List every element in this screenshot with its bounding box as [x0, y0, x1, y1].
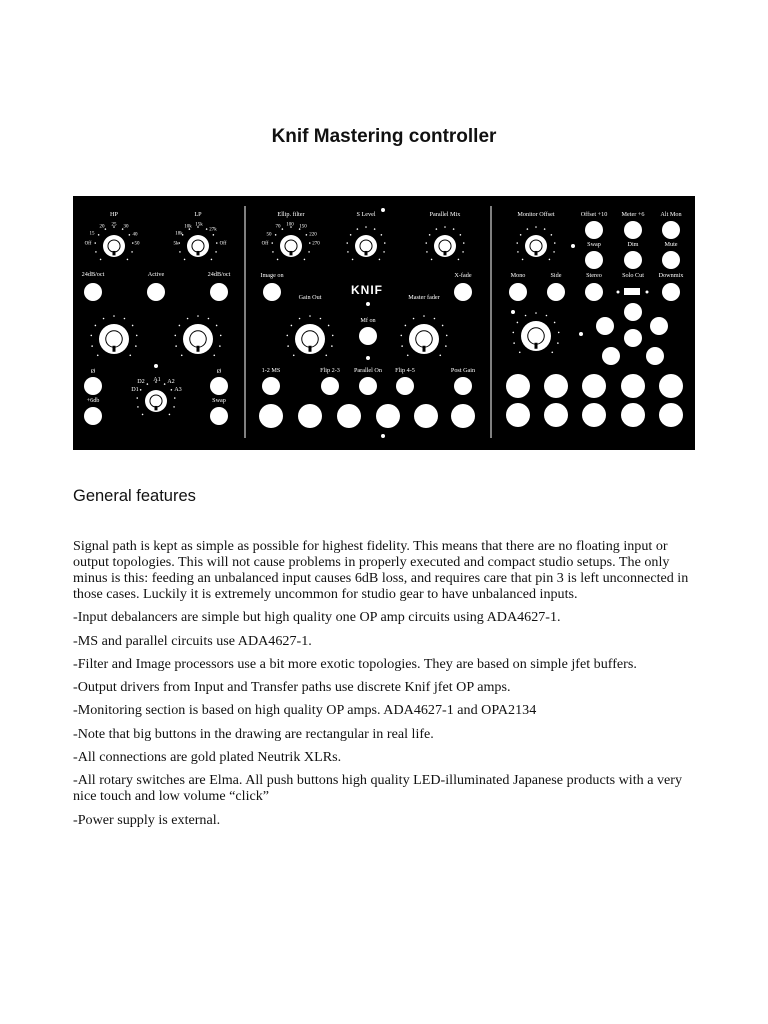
input-gain-left-knob-tick: [95, 325, 97, 327]
indicator-dot: [366, 302, 370, 306]
lp-knob-tick: [178, 242, 180, 244]
downmix-button: [662, 283, 680, 301]
input-gain-left-knob-tick: [97, 354, 99, 356]
monitor-level-knob-tick: [517, 322, 519, 324]
monitor-offset-knob-pointer: [535, 251, 538, 255]
monitor-offset-knob-tick: [544, 228, 546, 230]
input-gain-right-knob-tick: [219, 345, 221, 347]
slevel-knob-tick: [383, 251, 385, 253]
lp-scale-4: 27k: [209, 227, 217, 233]
ellip-filter-knob-tick: [304, 259, 306, 261]
input-gain-left-knob-pointer: [113, 346, 116, 352]
parallel-mix-knob-pointer: [444, 251, 447, 255]
lp-knob-tick: [206, 228, 208, 230]
ellip-filter-knob-pointer: [290, 251, 293, 255]
phase-left-button: [84, 377, 102, 395]
input-gain-left-knob-cap: [106, 331, 123, 348]
ellip-filter-knob-tick: [271, 242, 273, 244]
d1-label: D1: [131, 386, 139, 393]
hp-knob-tick: [131, 251, 133, 253]
ellip-scale-4: 150: [299, 224, 307, 230]
hp-knob-tick: [94, 242, 96, 244]
mute-label: Mute: [664, 241, 678, 248]
monitor-offset-knob-tick: [554, 242, 556, 244]
monitor-offset-knob-cap: [530, 240, 542, 252]
dim-label: Dim: [627, 241, 639, 248]
hp-scale-2: 20: [99, 224, 105, 230]
master-fader-knob-tick: [434, 318, 436, 320]
xlr-button-3: [376, 404, 400, 428]
gain-out-knob-tick: [299, 318, 301, 320]
alt-mon-label: Alt Mon: [660, 211, 682, 218]
master-fader-knob-tick: [446, 335, 448, 337]
input-gain-right-knob-tick: [181, 354, 183, 356]
gain-out-knob-tick: [332, 335, 334, 337]
gain-out-knob-tick: [286, 335, 288, 337]
ms-1-2-button: [262, 377, 280, 395]
master-fader-knob-tick: [439, 354, 441, 356]
parallel-mix-knob-tick: [462, 251, 464, 253]
hp-knob-tick: [132, 242, 134, 244]
ellip-filter-knob-tick: [282, 228, 284, 230]
flip-4-5-button: [396, 377, 414, 395]
paragraph: -MS and parallel circuits use ADA4627-1.: [73, 632, 312, 649]
monitor-level-knob-tick: [551, 351, 553, 353]
speaker-button: [624, 329, 642, 347]
input-gain-left-knob-tick: [135, 345, 137, 347]
slevel-knob-tick: [374, 228, 376, 230]
slevel-knob-tick: [357, 228, 359, 230]
a1-label: A1: [153, 376, 161, 383]
input-gain-right-knob-tick: [220, 335, 222, 337]
feature-list: [73, 538, 701, 835]
input-gain-right-knob-tick: [197, 315, 199, 317]
ellip-filter-knob-tick: [306, 234, 308, 236]
post-gain-label: Post Gain: [450, 367, 476, 374]
hp-knob-tick: [105, 228, 107, 230]
parallel-mix-knob-tick: [429, 234, 431, 236]
paragraph: -All rotary switches are Elma. All push buttons high quality LED-illuminated Japanese products with a very nice touch and low volume “click”: [73, 772, 683, 805]
monitor-level-knob-tick: [546, 315, 548, 317]
a2-label: A2: [167, 378, 175, 385]
lp-scale-2: 10k: [184, 224, 192, 230]
monitor-offset-knob-tick: [516, 242, 518, 244]
a3-label: A3: [174, 386, 182, 393]
xlr-button-0: [259, 404, 283, 428]
monitor-big-button-1: [544, 374, 568, 398]
monitor-level-knob-pointer: [535, 343, 538, 349]
input-select-knob-tick: [142, 414, 144, 416]
side-label: Side: [550, 272, 562, 279]
meter-6-label: Meter +6: [621, 211, 645, 218]
paragraph: -Filter and Image processors use a bit more exotic topologies. They are based on simple jfet buffers.: [73, 655, 637, 672]
flip-2-3-button: [321, 377, 339, 395]
plus-6db-button: [84, 407, 102, 425]
flip-2-3-label: Flip 2-3: [320, 367, 340, 374]
phase-right-label: Ø: [216, 368, 222, 375]
gain-out-knob-pointer: [309, 346, 312, 352]
slevel-knob-tick: [347, 251, 349, 253]
monitor-offset-label: Monitor Offset: [517, 211, 555, 218]
parallel-mix-knob-tick: [460, 234, 462, 236]
monitor-level-knob-tick: [557, 342, 559, 344]
slevel-knob-tick: [381, 234, 383, 236]
brand-logo: KNIF: [351, 283, 383, 297]
monitor-level-knob-tick: [519, 351, 521, 353]
input-select-knob-tick: [171, 389, 173, 391]
monitor-big-button-8: [621, 403, 645, 427]
slevel-knob-tick: [379, 259, 381, 261]
lp-knob-tick: [215, 251, 217, 253]
monitor-offset-knob-tick: [553, 251, 555, 253]
slevel-knob-pointer: [365, 251, 368, 255]
lp-label: LP: [194, 211, 202, 218]
post-gain-button: [454, 377, 472, 395]
lp-scale-0: 5k: [173, 241, 179, 247]
mono-button: [509, 283, 527, 301]
parallel-mix-knob-tick: [453, 228, 455, 230]
speaker-button: [602, 347, 620, 365]
controller-panel-drawing: [73, 196, 695, 450]
panel-graphics: [73, 196, 695, 450]
paragraph: -Note that big buttons in the drawing are rectangular in real life.: [73, 725, 434, 742]
paragraph: -Power supply is external.: [73, 811, 221, 828]
input-gain-left-knob-tick: [132, 325, 134, 327]
slevel-knob-cap: [360, 240, 372, 252]
hp-knob-tick: [129, 234, 131, 236]
mute-button: [662, 251, 680, 269]
lp-knob-tick: [211, 259, 213, 261]
input-gain-left-knob-tick: [90, 335, 92, 337]
master-fader-knob-tick: [401, 345, 403, 347]
ellip-scale-0: Off: [261, 241, 269, 247]
hp-scale-6: 50: [134, 241, 140, 247]
input-gain-left-knob-tick: [129, 354, 131, 356]
indicator-dot: [511, 310, 515, 314]
hp-scale-5: 40: [132, 232, 138, 238]
ellip-scale-1: 50: [266, 232, 272, 238]
gain-out-knob-tick: [293, 354, 295, 356]
input-gain-right-knob-tick: [187, 318, 189, 320]
gain-out-knob-tick: [320, 318, 322, 320]
monitor-level-knob-cap: [528, 328, 545, 345]
ellip-filter-knob-tick: [309, 242, 311, 244]
gain-out-knob-tick: [325, 354, 327, 356]
slevel-knob-tick: [365, 226, 367, 228]
ellip-filter-knob-tick: [277, 259, 279, 261]
input-select-knob-tick: [174, 397, 176, 399]
speaker-button: [650, 317, 668, 335]
monitor-big-button-4: [659, 374, 683, 398]
slevel-knob-tick: [350, 234, 352, 236]
offset-10-button: [585, 221, 603, 239]
indicator-dot: [579, 332, 583, 336]
paragraph: -Input debalancers are simple but high quality one OP amp circuits using ADA4627-1.: [73, 609, 561, 626]
monitor-offset-knob-tick: [520, 234, 522, 236]
gain-out-knob-tick: [287, 345, 289, 347]
ellip-scale-3: 100: [286, 222, 294, 228]
parallel-mix-knob-tick: [444, 226, 446, 228]
lp-knob-tick: [184, 259, 186, 261]
monitor-big-button-5: [506, 403, 530, 427]
parallel-mix-knob-tick: [426, 251, 428, 253]
xlr-button-5: [451, 404, 475, 428]
lp-knob-pointer: [197, 251, 200, 255]
indicator-dot: [571, 244, 575, 248]
gain-out-knob-tick: [331, 345, 333, 347]
mf-on-button: [359, 327, 377, 345]
monitor-big-button-2: [582, 374, 606, 398]
hp-label: HP: [110, 211, 118, 218]
image-on-label: Image on: [260, 272, 284, 279]
lp-knob-tick: [216, 242, 218, 244]
swap-top-label: Swap: [587, 241, 601, 248]
master-fader-knob-tick: [400, 335, 402, 337]
lp-scale-1: 18k: [175, 231, 183, 237]
side-button: [547, 283, 565, 301]
parallel-mix-knob-tick: [425, 242, 427, 244]
hp-scale-0: Off: [84, 241, 92, 247]
indicator-dot: [617, 291, 620, 294]
master-fader-label: Master fader: [408, 294, 440, 301]
mono-label: Mono: [510, 272, 526, 279]
gain-out-knob-tick: [328, 325, 330, 327]
hp-knob-tick: [127, 259, 129, 261]
solo-cut-label: Solo Cut: [622, 272, 644, 279]
active-button: [147, 283, 165, 301]
gain-out-knob-tick: [291, 325, 293, 327]
input-select-knob-tick: [140, 389, 142, 391]
master-fader-knob-tick: [413, 318, 415, 320]
ellip-filter-knob-tick: [308, 251, 310, 253]
input-select-knob-tick: [137, 406, 139, 408]
lp-scale-3: 15k: [195, 222, 203, 228]
input-gain-right-knob-tick: [175, 345, 177, 347]
hp-knob-tick: [100, 259, 102, 261]
active-label: Active: [147, 271, 165, 278]
dim-button: [624, 251, 642, 269]
xlr-button-4: [414, 404, 438, 428]
ms-1-2-label: 1-2 MS: [261, 367, 281, 374]
indicator-dot: [154, 364, 158, 368]
lp-knob-tick: [213, 234, 215, 236]
hp-scale-1: 15: [89, 231, 95, 237]
input-gain-left-knob-tick: [124, 318, 126, 320]
speaker-button: [596, 317, 614, 335]
input-gain-right-knob-tick: [208, 318, 210, 320]
section-heading: General features: [73, 487, 196, 505]
slevel-knob-tick: [346, 242, 348, 244]
master-fader-knob-cap: [416, 331, 433, 348]
parallel-mix-label: Parallel Mix: [429, 211, 461, 218]
input-gain-left-knob-tick: [91, 345, 93, 347]
paragraph: -Output drivers from Input and Transfer paths use discrete Knif jfet OP amps.: [73, 679, 511, 696]
x-fade-button: [454, 283, 472, 301]
ellip-filter-knob-tick: [275, 234, 277, 236]
paragraph: -All connections are gold plated Neutrik XLRs.: [73, 749, 342, 766]
gain-out-knob-cap: [302, 331, 319, 348]
monitor-big-button-7: [582, 403, 606, 427]
master-fader-knob-tick: [405, 325, 407, 327]
swap-bottom-button: [210, 407, 228, 425]
monitor-offset-knob-tick: [535, 226, 537, 228]
parallel-on-button: [359, 377, 377, 395]
input-gain-right-knob-tick: [174, 335, 176, 337]
monitor-level-knob-tick: [554, 322, 556, 324]
slevel-knob-tick: [384, 242, 386, 244]
input-gain-right-knob-tick: [179, 325, 181, 327]
paragraph: Signal path is kept as simple as possible for highest fidelity. This means that there are no floating input or output topologies. This will not cause problems in properly executed and compact studio setups. The only minus is this: feeding an unbalanced input causes 6dB loss, and requires care that pin 3 is left unconnected in those cases. Luckily it is extremely uncommon for studio gear to have unbalanced inputs.: [73, 538, 689, 602]
swap-bottom-label: Swap: [212, 397, 226, 404]
parallel-mix-knob-cap: [439, 240, 451, 252]
xlr-button-1: [298, 404, 322, 428]
hp-knob-tick: [98, 234, 100, 236]
input-gain-left-knob-tick: [113, 315, 115, 317]
ellip-filter-knob-cap: [285, 240, 297, 252]
slope-right-button: [210, 283, 228, 301]
parallel-mix-knob-tick: [431, 259, 433, 261]
input-select-knob-tick: [164, 383, 166, 385]
input-select-knob-tick: [147, 383, 149, 385]
gain-out-knob-tick: [309, 315, 311, 317]
mf-on-label: Mf on: [360, 317, 376, 324]
input-select-knob-pointer: [155, 406, 158, 410]
s-level-label: S Level: [356, 211, 376, 218]
hp-knob-cap: [108, 240, 120, 252]
indicator-dot: [381, 208, 385, 212]
speaker-button: [624, 303, 642, 321]
monitor-level-knob-tick: [513, 342, 515, 344]
input-gain-right-knob-tick: [216, 325, 218, 327]
slope-right-label: 24dB/oct: [207, 271, 231, 278]
monitor-level-knob-tick: [512, 332, 514, 334]
monitor-offset-knob-tick: [527, 228, 529, 230]
xlr-button-2: [337, 404, 361, 428]
monitor-big-button-3: [621, 374, 645, 398]
hp-scale-4: 30: [123, 224, 129, 230]
master-fader-knob-tick: [442, 325, 444, 327]
input-select-knob-tick: [136, 397, 138, 399]
parallel-mix-knob-tick: [436, 228, 438, 230]
ellip-filter-label: Ellip. filter: [277, 211, 305, 218]
indicator-dot: [646, 291, 649, 294]
monitor-level-knob-tick: [558, 332, 560, 334]
lp-knob-cap: [192, 240, 204, 252]
monitor-offset-knob-tick: [522, 259, 524, 261]
monitor-big-button-9: [659, 403, 683, 427]
master-fader-knob-tick: [423, 315, 425, 317]
monitor-offset-knob-tick: [517, 251, 519, 253]
monitor-offset-knob-tick: [551, 234, 553, 236]
ellip-scale-5: 220: [309, 232, 317, 238]
master-fader-knob-tick: [445, 345, 447, 347]
input-select-knob-cap: [150, 395, 162, 407]
image-on-button: [263, 283, 281, 301]
ellip-filter-knob-tick: [272, 251, 274, 253]
master-fader-knob-tick: [407, 354, 409, 356]
input-select-knob-tick: [169, 414, 171, 416]
input-gain-right-knob-tick: [213, 354, 215, 356]
lp-scale-5: Off: [219, 241, 227, 247]
input-gain-right-knob-pointer: [197, 346, 200, 352]
slevel-knob-tick: [352, 259, 354, 261]
indicator-dot: [381, 434, 385, 438]
monitor-offset-knob-tick: [549, 259, 551, 261]
input-gain-left-knob-tick: [103, 318, 105, 320]
monitor-big-button-6: [544, 403, 568, 427]
indicator-dot: [366, 356, 370, 360]
phase-left-label: Ø: [90, 368, 96, 375]
phase-right-button: [210, 377, 228, 395]
slope-left-label: 24dB/oct: [81, 271, 105, 278]
paragraph: -Monitoring section is based on high quality OP amps. ADA4627-1 and OPA2134: [73, 702, 537, 719]
page-title: Knif Mastering controller: [271, 126, 497, 147]
stereo-button: [585, 283, 603, 301]
swap-top-button: [585, 251, 603, 269]
monitor-big-button-0: [506, 374, 530, 398]
ellip-scale-2: 70: [275, 224, 281, 230]
alt-mon-button: [662, 221, 680, 239]
parallel-mix-knob-tick: [458, 259, 460, 261]
hp-knob-pointer: [113, 251, 116, 255]
slope-left-button: [84, 283, 102, 301]
d2-label: D2: [137, 378, 145, 385]
stereo-label: Stereo: [586, 272, 602, 279]
lp-knob-tick: [179, 251, 181, 253]
parallel-on-label: Parallel On: [353, 367, 383, 374]
hp-knob-tick: [95, 251, 97, 253]
monitor-level-knob-tick: [525, 315, 527, 317]
plus-6db-label: +6db: [86, 397, 100, 404]
monitor-level-knob-tick: [535, 312, 537, 314]
ellip-scale-6: 270: [312, 241, 320, 247]
hp-scale-3: 25: [111, 222, 117, 228]
master-fader-knob-pointer: [423, 346, 426, 352]
meter-6-button: [624, 221, 642, 239]
solo-cut-indicator: [624, 288, 640, 295]
x-fade-label: X-fade: [454, 272, 472, 279]
input-gain-left-knob-tick: [136, 335, 138, 337]
input-gain-right-knob-cap: [190, 331, 207, 348]
speaker-button: [646, 347, 664, 365]
input-select-knob-tick: [173, 406, 175, 408]
offset-10-label: Offset +10: [580, 211, 608, 218]
parallel-mix-knob-tick: [463, 242, 465, 244]
gain-out-label: Gain Out: [298, 294, 322, 301]
flip-4-5-label: Flip 4-5: [395, 367, 415, 374]
downmix-label: Downmix: [658, 272, 684, 279]
